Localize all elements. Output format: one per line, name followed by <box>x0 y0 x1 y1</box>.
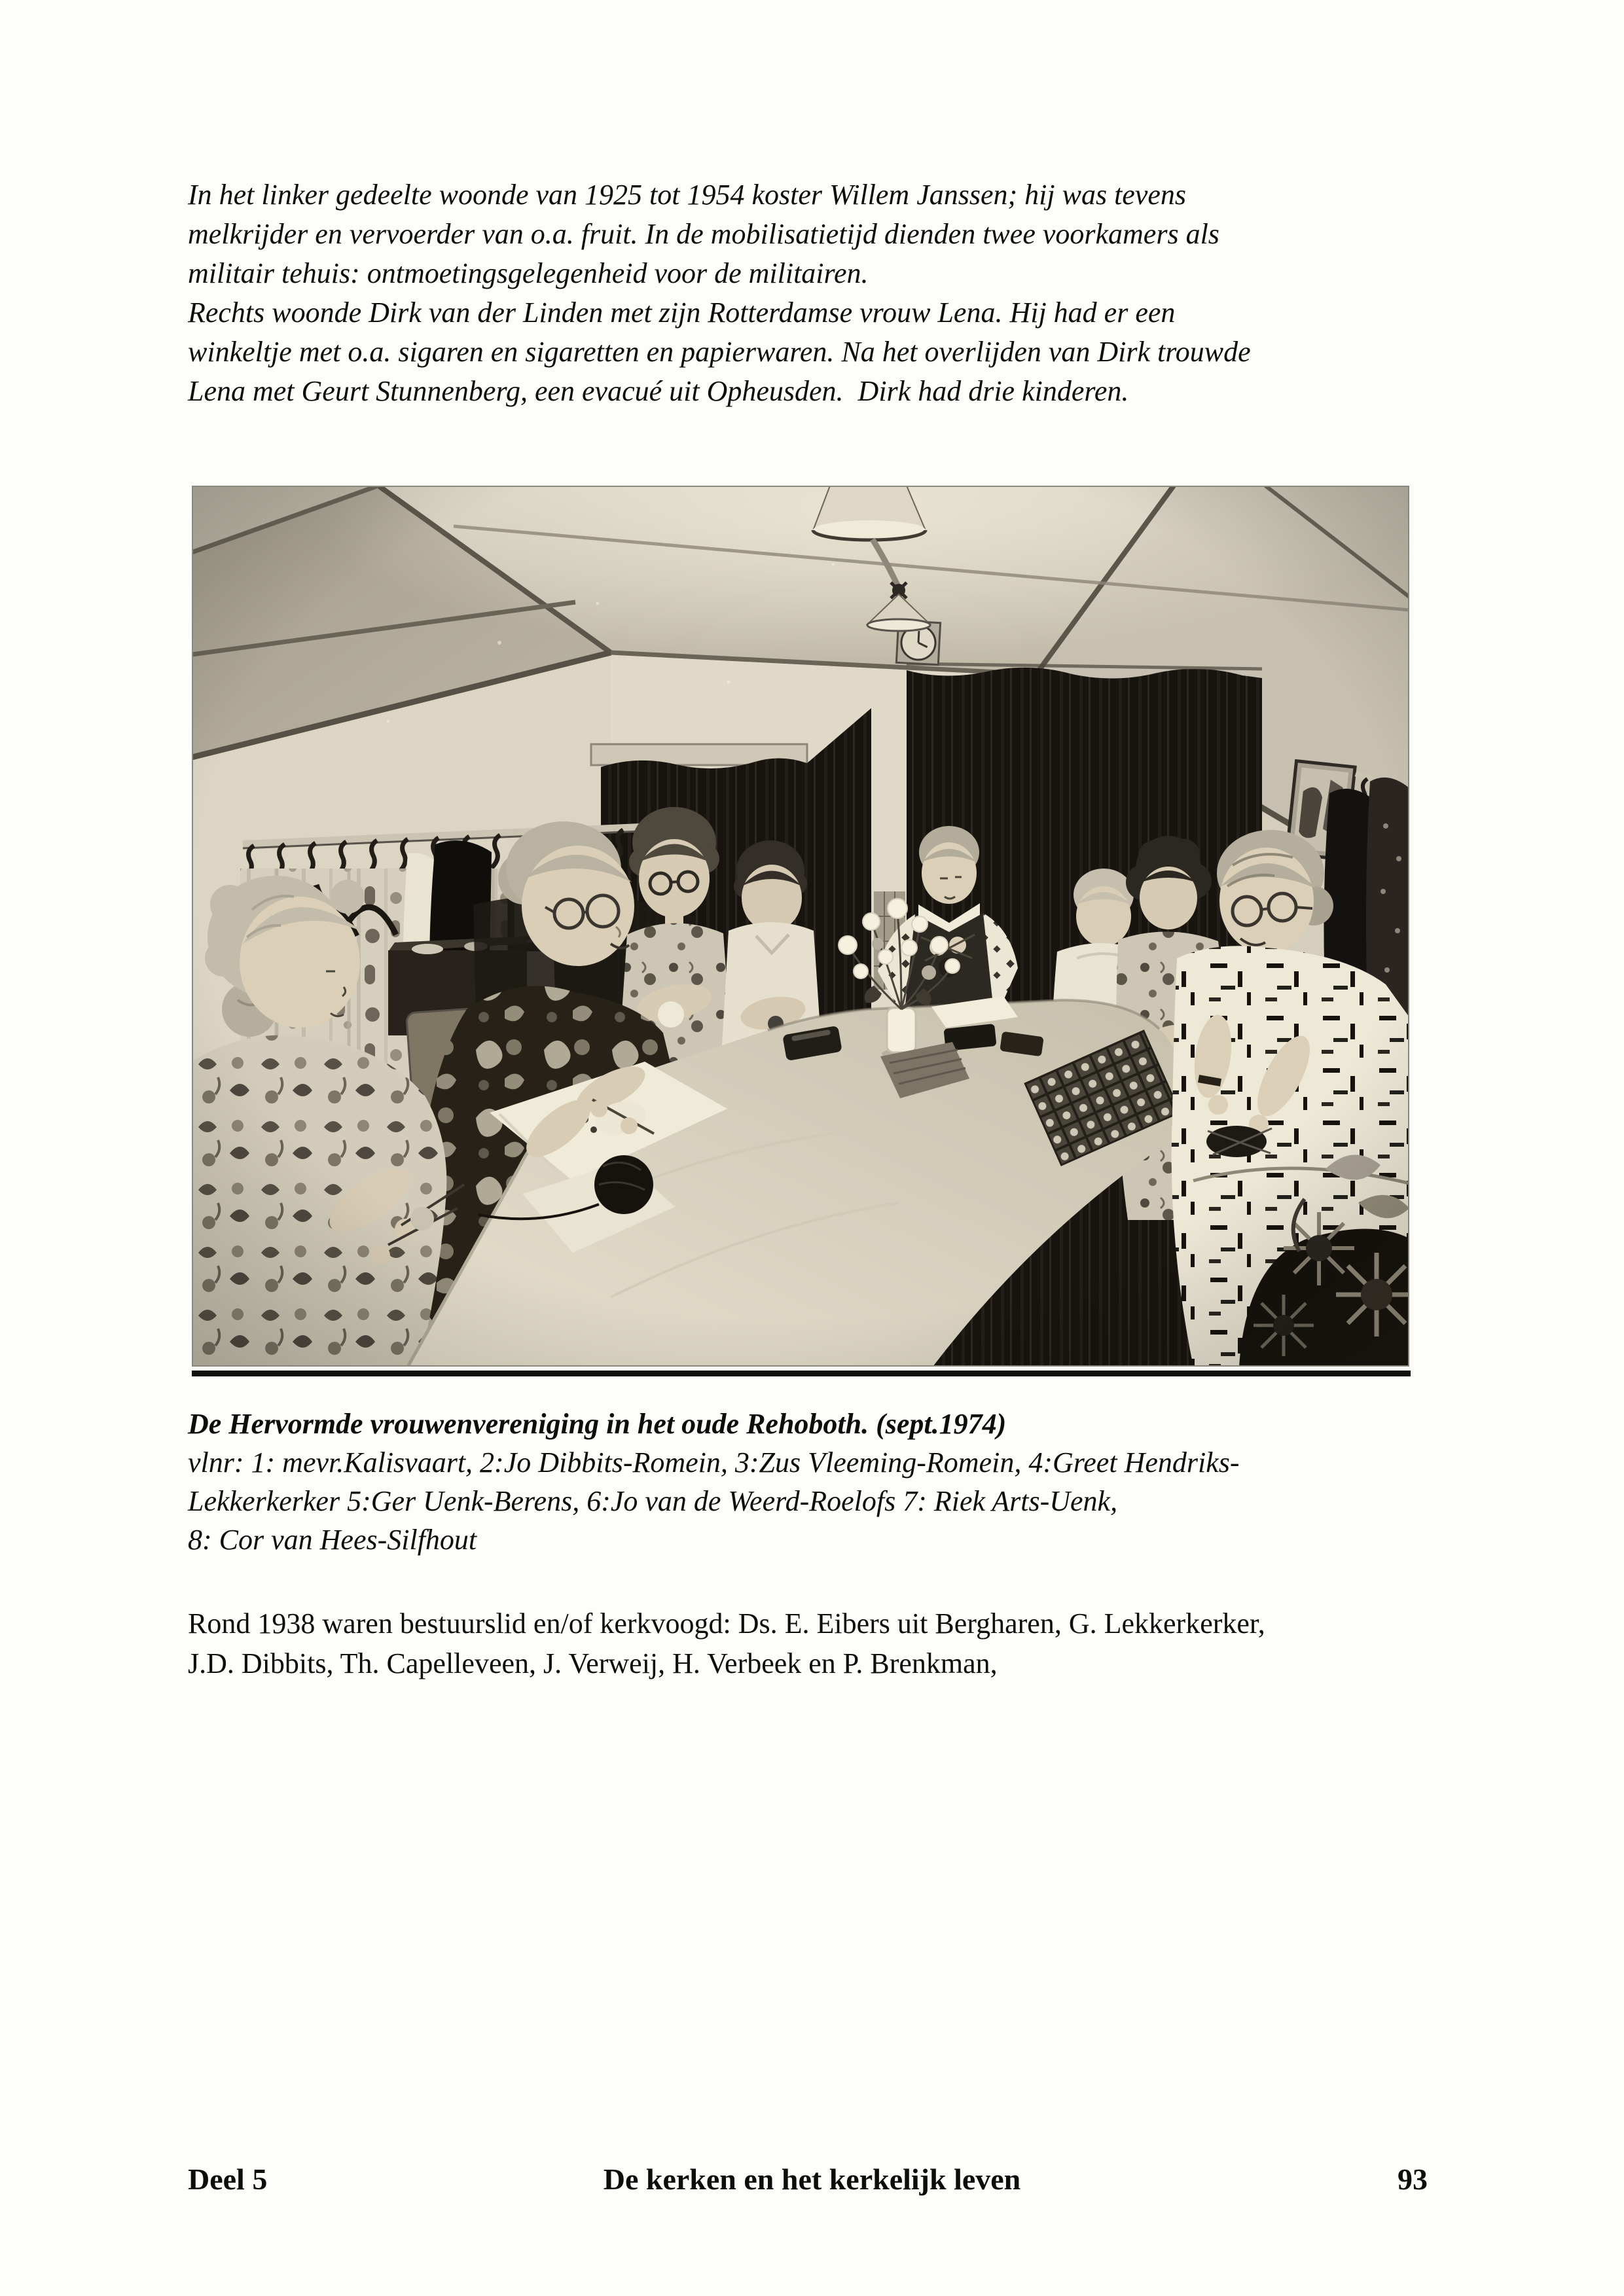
intro-paragraph <box>188 175 1251 411</box>
text-line: melkrijder en vervoerder van o.a. fruit. In de mobilisatietijd dienden twee voorkamers als <box>188 218 1219 250</box>
photograph <box>192 486 1409 1367</box>
caption-line: 8: Cor van Hees-Silfhout <box>188 1524 477 1556</box>
text-line: Rond 1938 waren bestuurslid en/of kerkvoogd: Ds. E. Eibers uit Bergharen, G. Lekkerkerker, <box>188 1607 1265 1640</box>
text-line: J.D. Dibbits, Th. Capelleveen, J. Verweij, H. Verbeek en P. Brenkman, <box>188 1647 998 1679</box>
photo-illustration <box>192 486 1409 1367</box>
photo-caption <box>188 1405 1240 1559</box>
text-line: In het linker gedeelte woonde van 1925 tot 1954 koster Willem Janssen; hij was tevens <box>188 179 1187 211</box>
footer-section-label: Deel 5 <box>188 2162 268 2196</box>
caption-line: vlnr: 1: mevr.Kalisvaart, 2:Jo Dibbits-Romein, 3:Zus Vleeming-Romein, 4:Greet Hendriks- <box>188 1446 1240 1479</box>
photo-vignette <box>192 486 1409 1367</box>
text-line: Rechts woonde Dirk van der Linden met zijn Rotterdamse vrouw Lena. Hij had er een <box>188 296 1176 329</box>
page-footer <box>0 2162 1624 2201</box>
text-line: Lena met Geurt Stunnenberg, een evacué uit Opheusden. Dirk had drie kinderen. <box>188 375 1129 407</box>
caption-line: Lekkerkerker 5:Ger Uenk-Berens, 6:Jo van de Weerd-Roelofs 7: Riek Arts-Uenk, <box>188 1485 1118 1517</box>
footer-chapter-title: De kerken en het kerkelijk leven <box>603 2162 1021 2196</box>
photo-underline <box>192 1371 1411 1376</box>
body-paragraph <box>188 1604 1265 1683</box>
text-line: winkeltje met o.a. sigaren en sigaretten en papierwaren. Na het overlijden van Dirk trouwde <box>188 336 1251 368</box>
text-line: militair tehuis: ontmoetingsgelegenheid voor de militairen. <box>188 257 869 289</box>
page-number: 93 <box>1398 2162 1428 2196</box>
caption-title: De Hervormde vrouwenvereniging in het oude Rehoboth. (sept.1974) <box>188 1408 1007 1440</box>
